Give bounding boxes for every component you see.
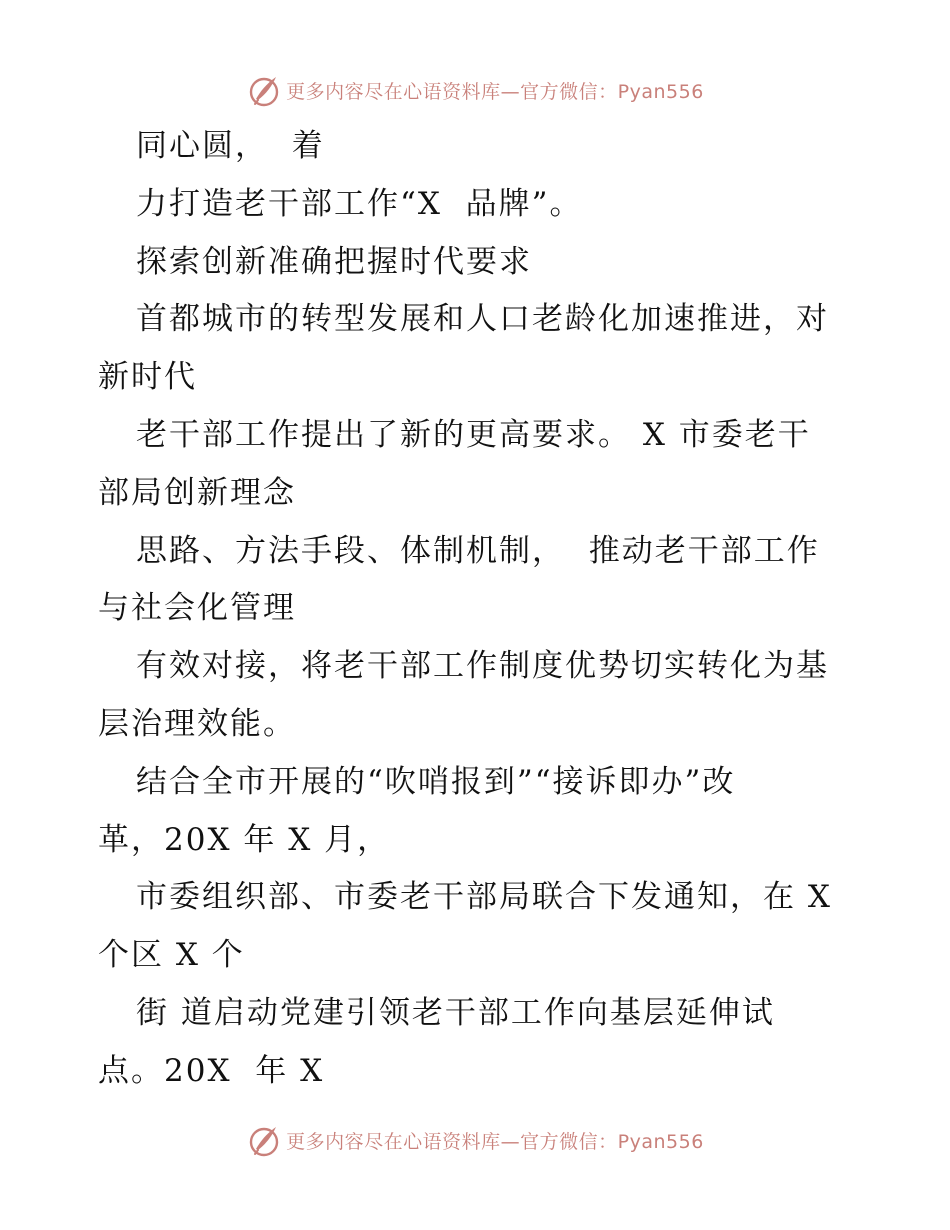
body-line: 同心圆， 着 [136, 128, 325, 164]
body-line: 层治理效能。 [98, 705, 296, 742]
body-line: 探索创新准确把握时代要求 [136, 243, 532, 280]
body-line: 街 道启动党建引领老干部工作向基层延伸试 [136, 994, 775, 1031]
quill-logo-icon [246, 72, 282, 108]
footer-watermark [0, 1120, 950, 1160]
body-line: 革，20X 年 X 月， [98, 821, 391, 858]
watermark-text: 更多内容尽在心语资料库—官方微信：Pyan556 [286, 80, 704, 103]
watermark-text: 更多内容尽在心语资料库—官方微信：Pyan556 [286, 1130, 704, 1153]
body-line: 力打造老干部工作“X 品牌”。 [136, 185, 583, 222]
body-line: 与社会化管理 [98, 590, 296, 627]
watermark-contact: Pyan556 [617, 80, 704, 103]
body-line: 点。20X 年 X [98, 1052, 325, 1089]
watermark-contact: Pyan556 [617, 1130, 704, 1153]
body-line: 新时代 [98, 359, 197, 396]
body-line: 老干部工作提出了新的更高要求。 X 市委老干 [136, 416, 811, 453]
body-line: 市委组织部、市委老干部局联合下发通知，在 X [136, 879, 832, 916]
body-line: 有效对接，将老干部工作制度优势切实转化为基 [136, 648, 829, 685]
body-line: 思路、方法手段、体制机制， 推动老干部工作 [136, 532, 820, 569]
document-body [98, 118, 858, 1101]
quill-logo-icon [246, 1122, 282, 1158]
body-line: 首都城市的转型发展和人口老龄化加速推进，对 [136, 301, 829, 338]
body-line: 部局创新理念 [98, 474, 296, 511]
body-line: 个区 X 个 [98, 937, 245, 974]
header-watermark [0, 70, 950, 110]
body-line: 结合全市开展的“吹哨报到”“接诉即办”改 [136, 763, 736, 800]
